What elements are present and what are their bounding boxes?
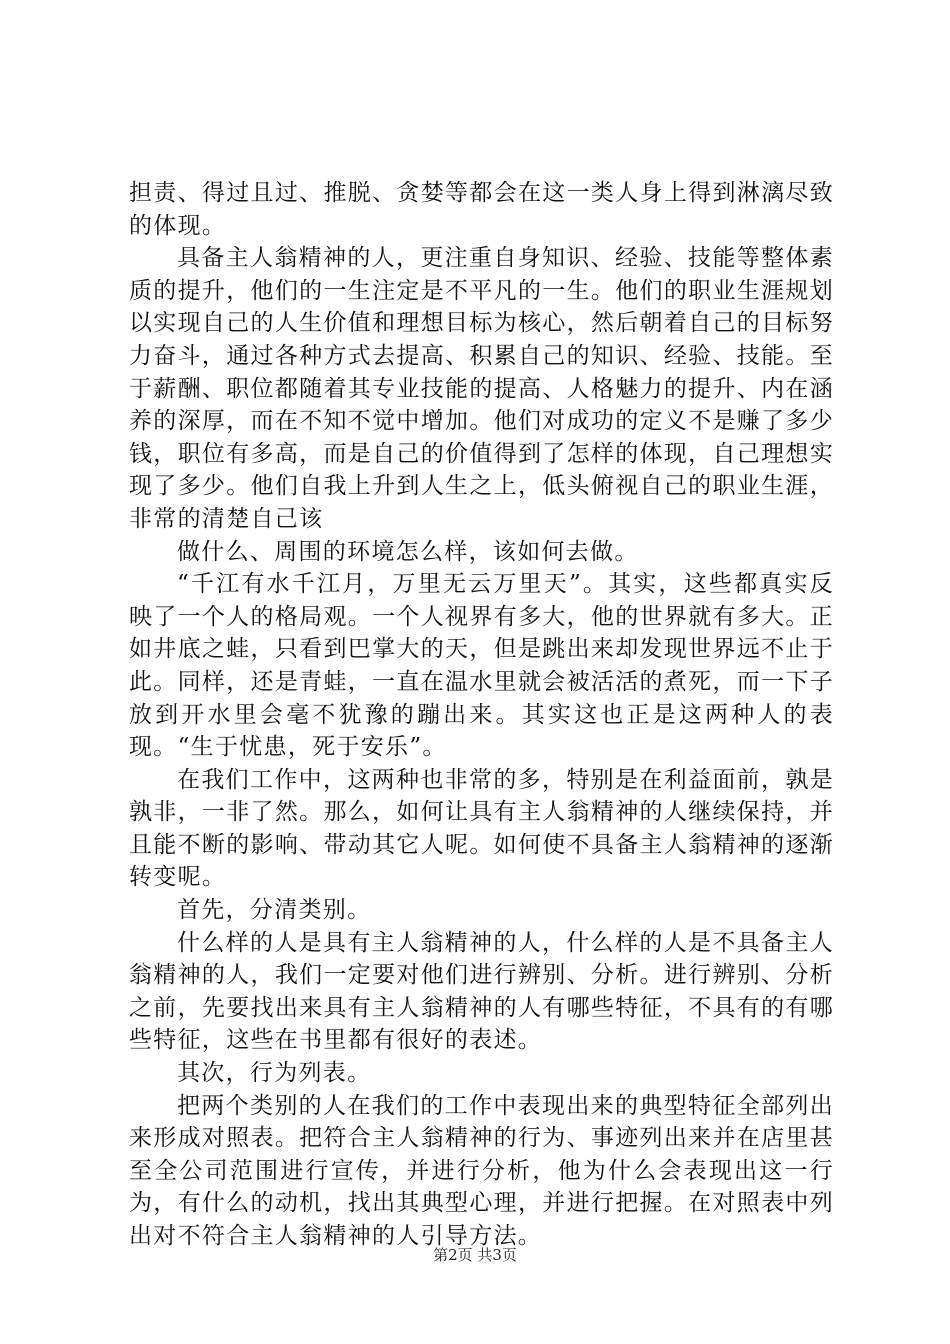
body-text [129, 177, 834, 1253]
paragraph-4: “千江有水千江月，万里无云万里天”。其实，这些都真实反映了一个人的格局观。一个人视界有多大，他的世界就有多大。正如井底之蛙，只看到巴掌大的天，但是跳出来却发现世界远不止于此。同样，还是青蛙，一直在温水里就会被活活的煮死，而一下子放到开水里会毫不犹豫的蹦出来。其实这也正是这两种人的表现。“生于忧患，死于安乐”。 [129, 571, 834, 761]
paragraph-5: 在我们工作中，这两种也非常的多，特别是在利益面前，孰是孰非，一非了然。那么，如何让具有主人翁精神的人继续保持，并且能不断的影响、带动其它人呢。如何使不具备主人翁精神的逐渐转变呢。 [129, 766, 834, 891]
paragraph-7: 什么样的人是具有主人翁精神的人，什么样的人是不具备主人翁精神的人，我们一定要对他们进行辨别、分析。进行辨别、分析之前，先要找出来具有主人翁精神的人有哪些特征，不具有的有哪些特征，这些在书里都有很好的表述。 [129, 929, 834, 1054]
paragraph-3: 做什么、周围的环境怎么样，该如何去做。 [177, 538, 639, 565]
page-footer: 第2页 共3页 [433, 1246, 517, 1264]
paragraph-6: 首先，分清类别。 [177, 897, 372, 924]
paragraph-1: 担责、得过且过、推脱、贪婪等都会在这一类人身上得到淋漓尽致的体现。 [129, 180, 834, 239]
paragraph-9: 把两个类别的人在我们的工作中表现出来的典型特征全部列出来形成对照表。把符合主人翁精神的行为、事迹列出来并在店里甚至全公司范围进行宣传，并进行分析，他为什么会表现出这一行为，有什么的动机，找出其典型心理，并进行把握。在对照表中列出对不符合主人翁精神的人引导方法。 [129, 1092, 834, 1249]
paragraph-2: 具备主人翁精神的人，更注重自身知识、经验、技能等整体素质的提升，他们的一生注定是不平凡的一生。他们的职业生涯规划以实现自己的人生价值和理想目标为核心，然后朝着自己的目标努力奋斗，通过各种方式去提高、积累自己的知识、经验、技能。至于薪酬、职位都随着其专业技能的提高、人格魅力的提升、内在涵养的深厚，而在不知不觉中增加。他们对成功的定义不是赚了多少钱，职位有多高，而是自己的价值得到了怎样的体现，自己理想实现了多少。他们自我上升到人生之上，低头俯视自己的职业生涯，非常的清楚自己该 [129, 245, 834, 532]
paragraph-8: 其次，行为列表。 [177, 1060, 372, 1087]
